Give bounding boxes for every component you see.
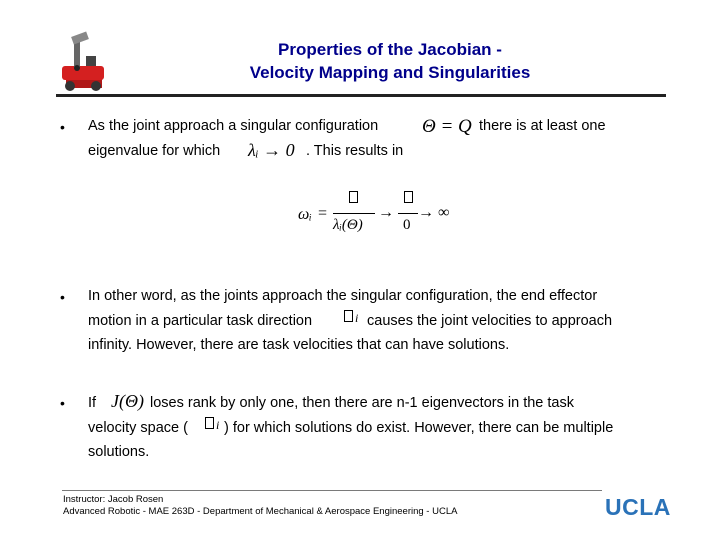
title-line-2: Velocity Mapping and Singularities — [249, 63, 531, 82]
title-divider — [56, 94, 666, 97]
bullet-1-line-2-end: . This results in — [306, 143, 404, 159]
lambda-denominator: λᵢ(Θ) — [333, 217, 363, 233]
bullet-1-line-1: As the joint approach a singular configuration — [88, 118, 379, 134]
arrow-infinity: → ∞ — [418, 204, 450, 221]
title-line-1: Properties of the Jacobian - — [278, 40, 502, 59]
task-velocity-glyph-icon-2 — [404, 190, 413, 208]
bullet-1-line-2: eigenvalue for which — [88, 143, 221, 159]
footer-instructor: Instructor: Jacob Rosen — [63, 494, 164, 505]
bullet-3-line-2: velocity space ( — [88, 420, 188, 436]
fraction-bar-1 — [333, 213, 375, 214]
bullet-2-line-3: infinity. However, there are task velocities that can have solutions. — [88, 337, 510, 353]
footer-text — [63, 494, 457, 518]
bullet-2-line-2: motion in a particular task direction — [88, 313, 313, 329]
footer-divider — [62, 490, 602, 491]
footer-course: Advanced Robotic - MAE 263D - Department of Mechanical & Aerospace Engineering - UCLA — [63, 506, 458, 517]
zero-denominator: 0 — [403, 217, 411, 233]
eigenvalue-limit-formula: λᵢ → 0 — [248, 140, 295, 160]
task-direction-glyph-icon — [344, 309, 358, 327]
bullet-marker-1: • — [60, 119, 65, 135]
fraction-bar-2 — [398, 213, 418, 214]
equals-sign: = — [318, 205, 328, 222]
bullet-3-line-2-end: ) for which solutions do exist. However, there can be multiple — [224, 420, 614, 436]
bullet-1-line-1-end: there is at least one — [479, 118, 606, 134]
bullet-3-line-1-end: loses rank by only one, then there are n-1 eigenvectors in the task — [150, 395, 574, 411]
omega-symbol: ωᵢ — [298, 206, 312, 223]
ucla-logo: UCLA — [605, 494, 671, 520]
slide-title — [160, 38, 620, 84]
bullet-marker-2: • — [60, 289, 65, 305]
arrow-1: → — [378, 204, 394, 221]
jacobian-symbol: J(Θ) — [111, 391, 144, 411]
robot-logo-icon — [52, 28, 110, 94]
bullet-2-line-2-end: causes the joint velocities to approach — [367, 313, 613, 329]
bullet-3-line-1: If — [88, 395, 97, 411]
task-velocity-glyph-icon — [349, 190, 358, 208]
subscript-i-2: i — [216, 418, 220, 432]
subscript-i: i — [355, 311, 359, 325]
bullet-2-line-1: In other word, as the joints approach the singular configuration, the end effector — [88, 288, 598, 304]
bullet-marker-3: • — [60, 395, 65, 411]
bullet-3-line-3: solutions. — [88, 444, 150, 460]
singular-configuration-formula: Θ = Q — [422, 116, 472, 137]
task-velocity-space-glyph-icon — [205, 416, 219, 434]
